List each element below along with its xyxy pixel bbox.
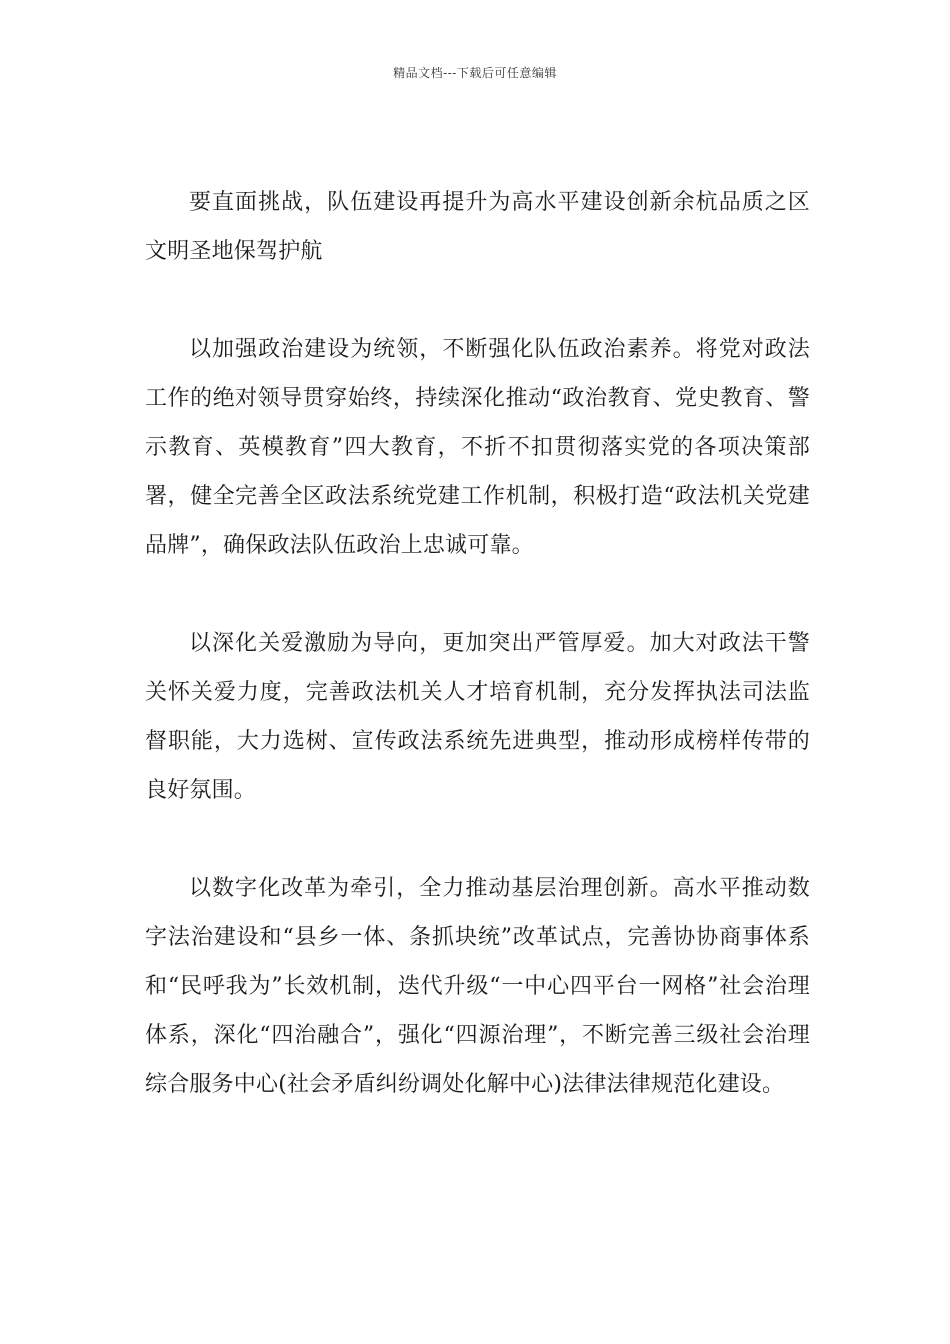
paragraph-heading: 要直面挑战，队伍建设再提升为高水平建设创新余杭品质之区文明圣地保驾护航 xyxy=(145,190,810,264)
document-body xyxy=(145,178,810,1109)
paragraph-care-incentive: 以深化关爱激励为导向，更加突出严管厚爱。加大对政法干警关怀关爱力度，完善政法机关人才培育机制，充分发挥执法司法监督职能，大力选树、宣传政法系统先进典型，推动形成榜样传带的良好氛围。 xyxy=(145,631,810,803)
page-header: 精品文档---下载后可任意编辑 xyxy=(393,66,557,80)
paragraph-political-building: 以加强政治建设为统领，不断强化队伍政治素养。将党对政法工作的绝对领导贯穿始终，持续深化推动“政治教育、党史教育、警示教育、英模教育”四大教育，不折不扣贯彻落实党的各项决策部署，健全完善全区政法系统党建工作机制，积极打造“政法机关党建品牌”，确保政法队伍政治上忠诚可靠。 xyxy=(145,337,810,558)
paragraph-digital-reform: 以数字化改革为牵引，全力推动基层治理创新。高水平推动数字法治建设和“县乡一体、条抓块统”改革试点，完善协协商事体系和“民呼我为”长效机制，迭代升级“一中心四平台一网格”社会治理体系，深化“四治融合”，强化“四源治理”，不断完善三级社会治理综合服务中心(社会矛盾纠纷调处化解中心)法律法律规范化建设。 xyxy=(145,876,810,1097)
